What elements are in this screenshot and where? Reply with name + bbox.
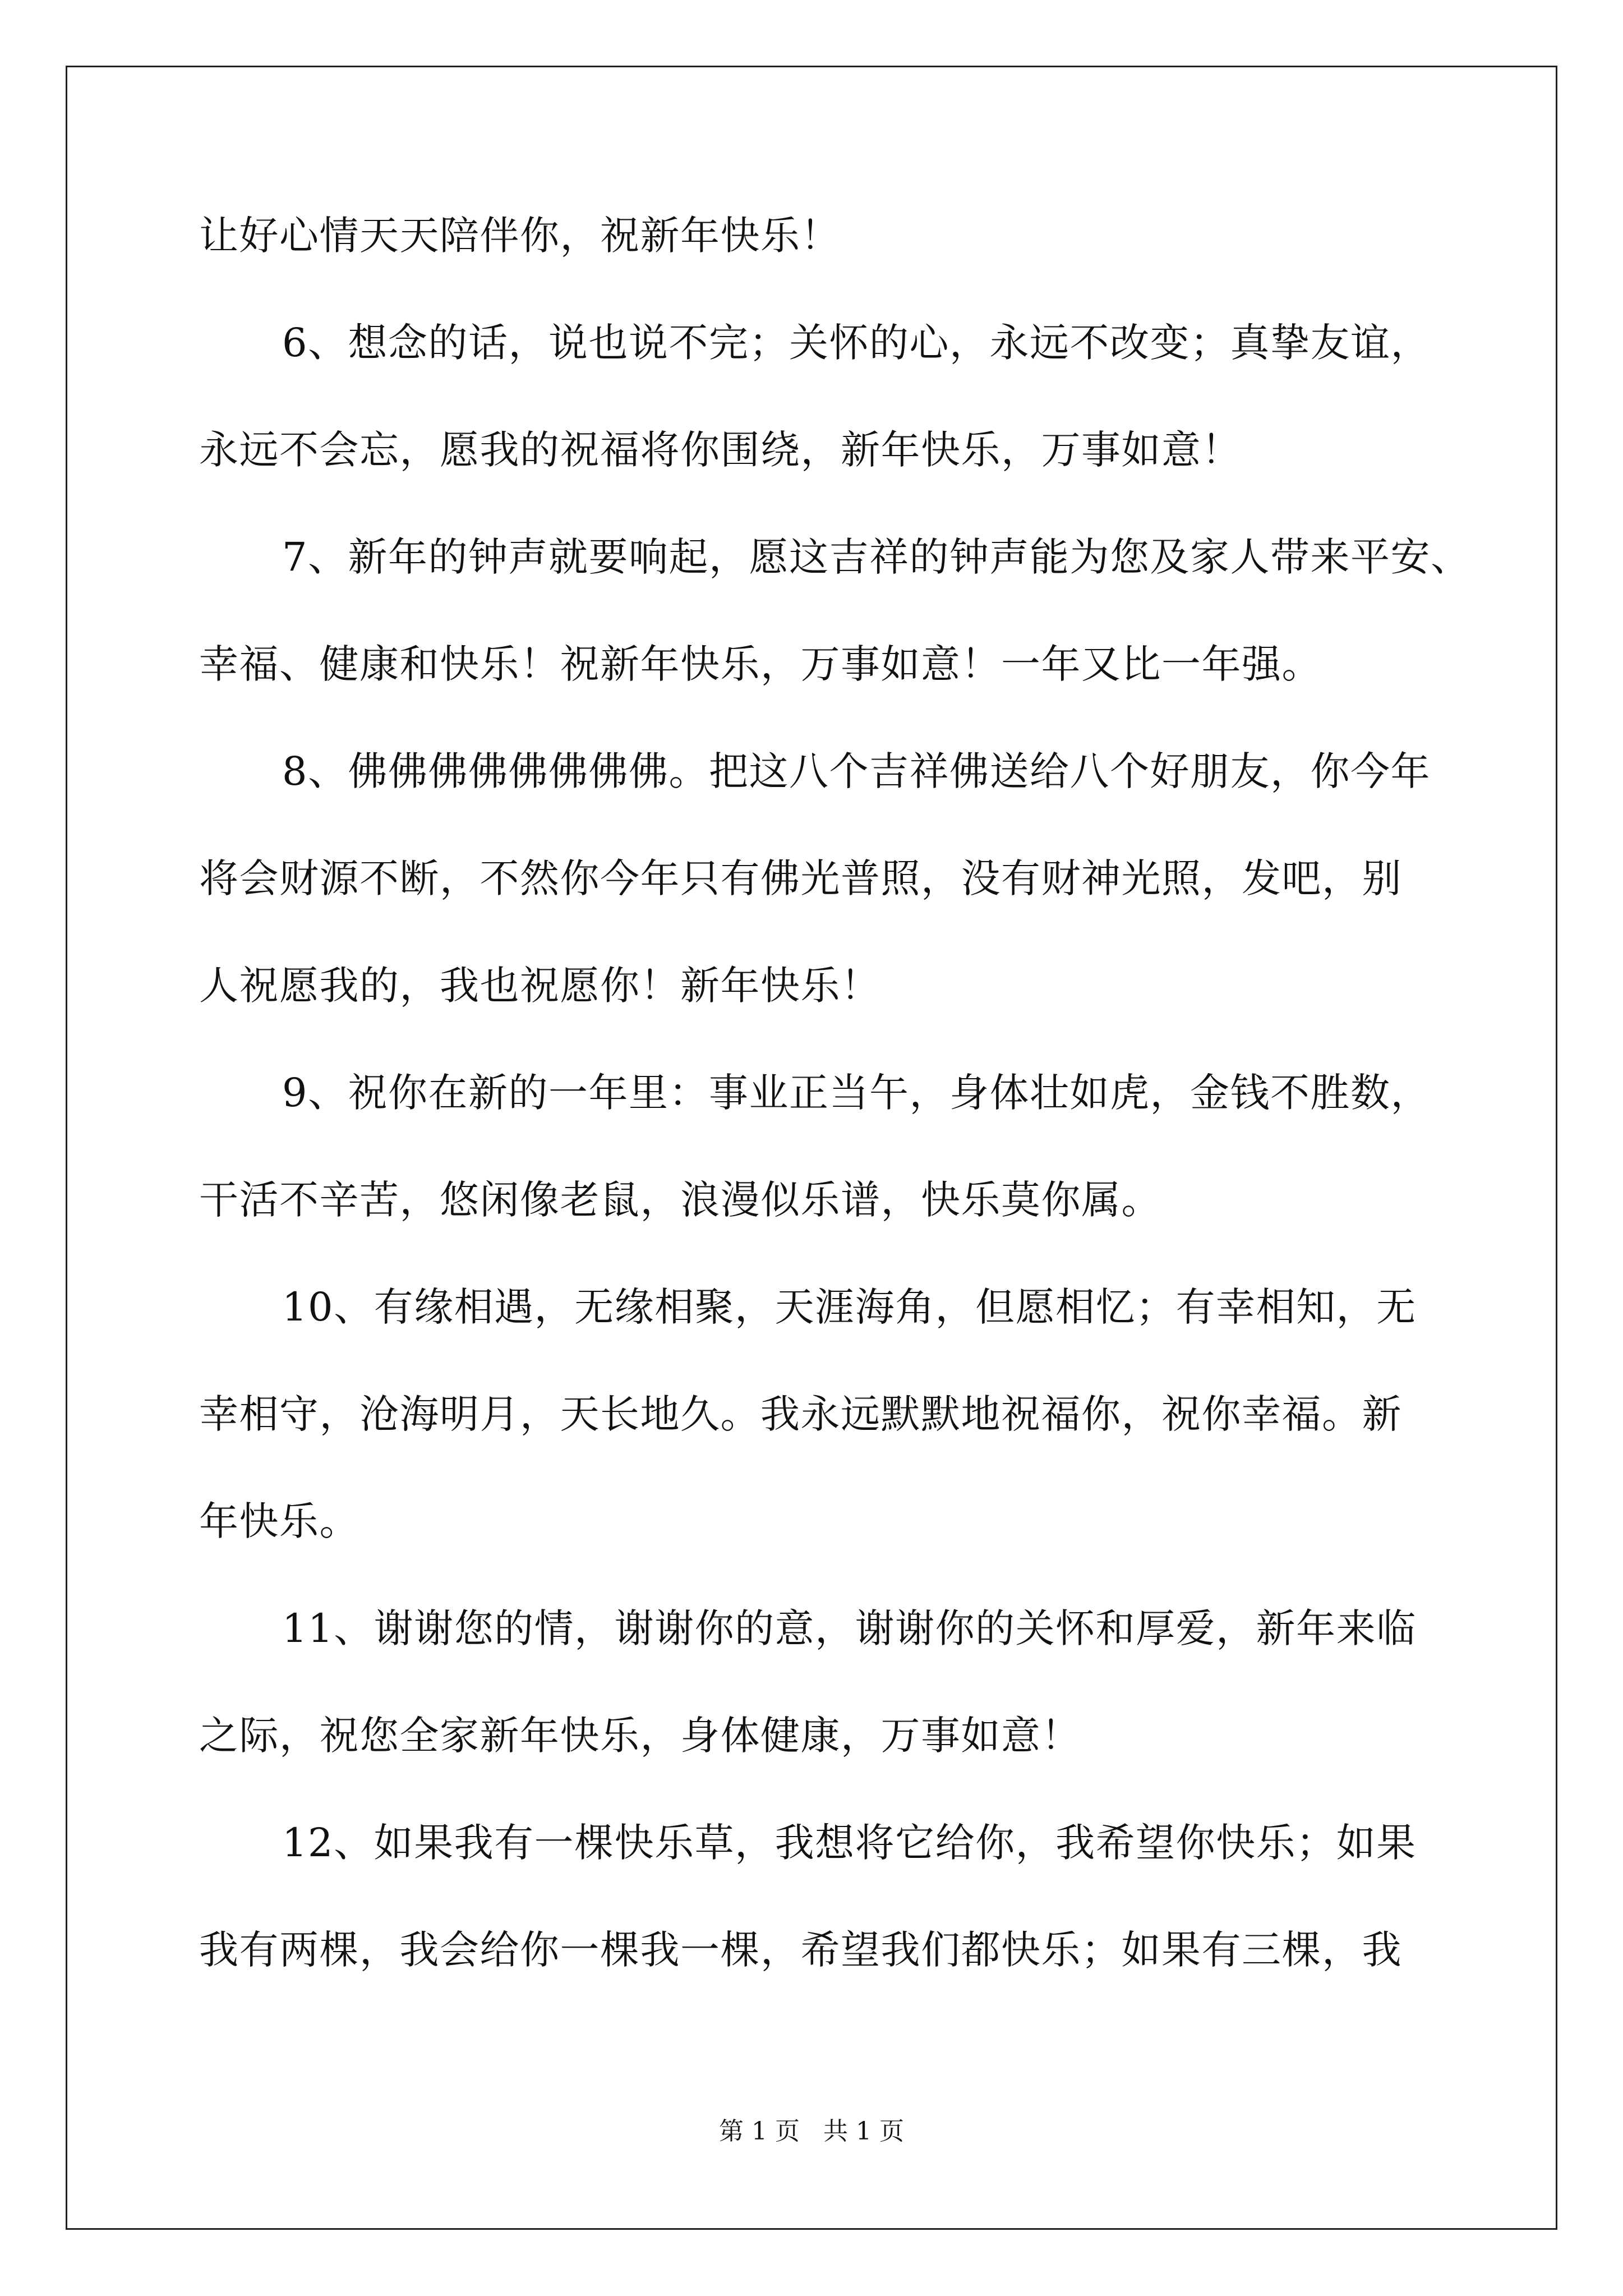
paragraph-8-line-3: 人祝愿我的，我也祝愿你！新年快乐！: [199, 963, 881, 1009]
paragraph-10-line-3: 年快乐。: [199, 1498, 359, 1544]
paragraph-9-line-2: 干活不辛苦，悠闲像老鼠，浪漫似乐谱，快乐莫你属。: [199, 1177, 1161, 1223]
text-line: 让好心情天天陪伴你，祝新年快乐！: [199, 213, 841, 259]
paragraph-11-line-2: 之际，祝您全家新年快乐，身体健康，万事如意！: [199, 1713, 1081, 1759]
paragraph-6-line-2: 永远不会忘，愿我的祝福将你围绕，新年快乐，万事如意！: [199, 427, 1242, 473]
paragraph-10-line-1: 10、有缘相遇，无缘相聚，天涯海角，但愿相忆；有幸相知，无: [282, 1284, 1417, 1330]
paragraph-12-line-1: 12、如果我有一棵快乐草，我想将它给你，我希望你快乐；如果: [282, 1820, 1417, 1866]
page-number-footer: 第 1 页 共 1 页: [719, 2117, 904, 2146]
paragraph-7-line-1: 7、新年的钟声就要响起，愿这吉祥的钟声能为您及家人带来平安、: [282, 534, 1471, 580]
paragraph-7-line-2: 幸福、健康和快乐！祝新年快乐，万事如意！一年又比一年强。: [199, 641, 1322, 687]
paragraph-9-line-1: 9、祝你在新的一年里：事业正当午，身体壮如虎，金钱不胜数，: [282, 1070, 1431, 1116]
paragraph-12-line-2: 我有两棵，我会给你一棵我一棵，希望我们都快乐；如果有三棵，我: [199, 1927, 1402, 1973]
paragraph-8-line-2: 将会财源不断，不然你今年只有佛光普照，没有财神光照，发吧，别: [199, 855, 1402, 901]
page-border: [66, 66, 1557, 2230]
paragraph-10-line-2: 幸相守，沧海明月，天长地久。我永远默默地祝福你，祝你幸福。新: [199, 1391, 1402, 1437]
paragraph-8-line-1: 8、佛佛佛佛佛佛佛佛。把这八个吉祥佛送给八个好朋友，你今年: [282, 748, 1431, 794]
paragraph-11-line-1: 11、谢谢您的情，谢谢你的意，谢谢你的关怀和厚爱，新年来临: [282, 1605, 1417, 1651]
paragraph-6-line-1: 6、想念的话，说也说不完；关怀的心，永远不改变；真挚友谊，: [282, 320, 1431, 366]
